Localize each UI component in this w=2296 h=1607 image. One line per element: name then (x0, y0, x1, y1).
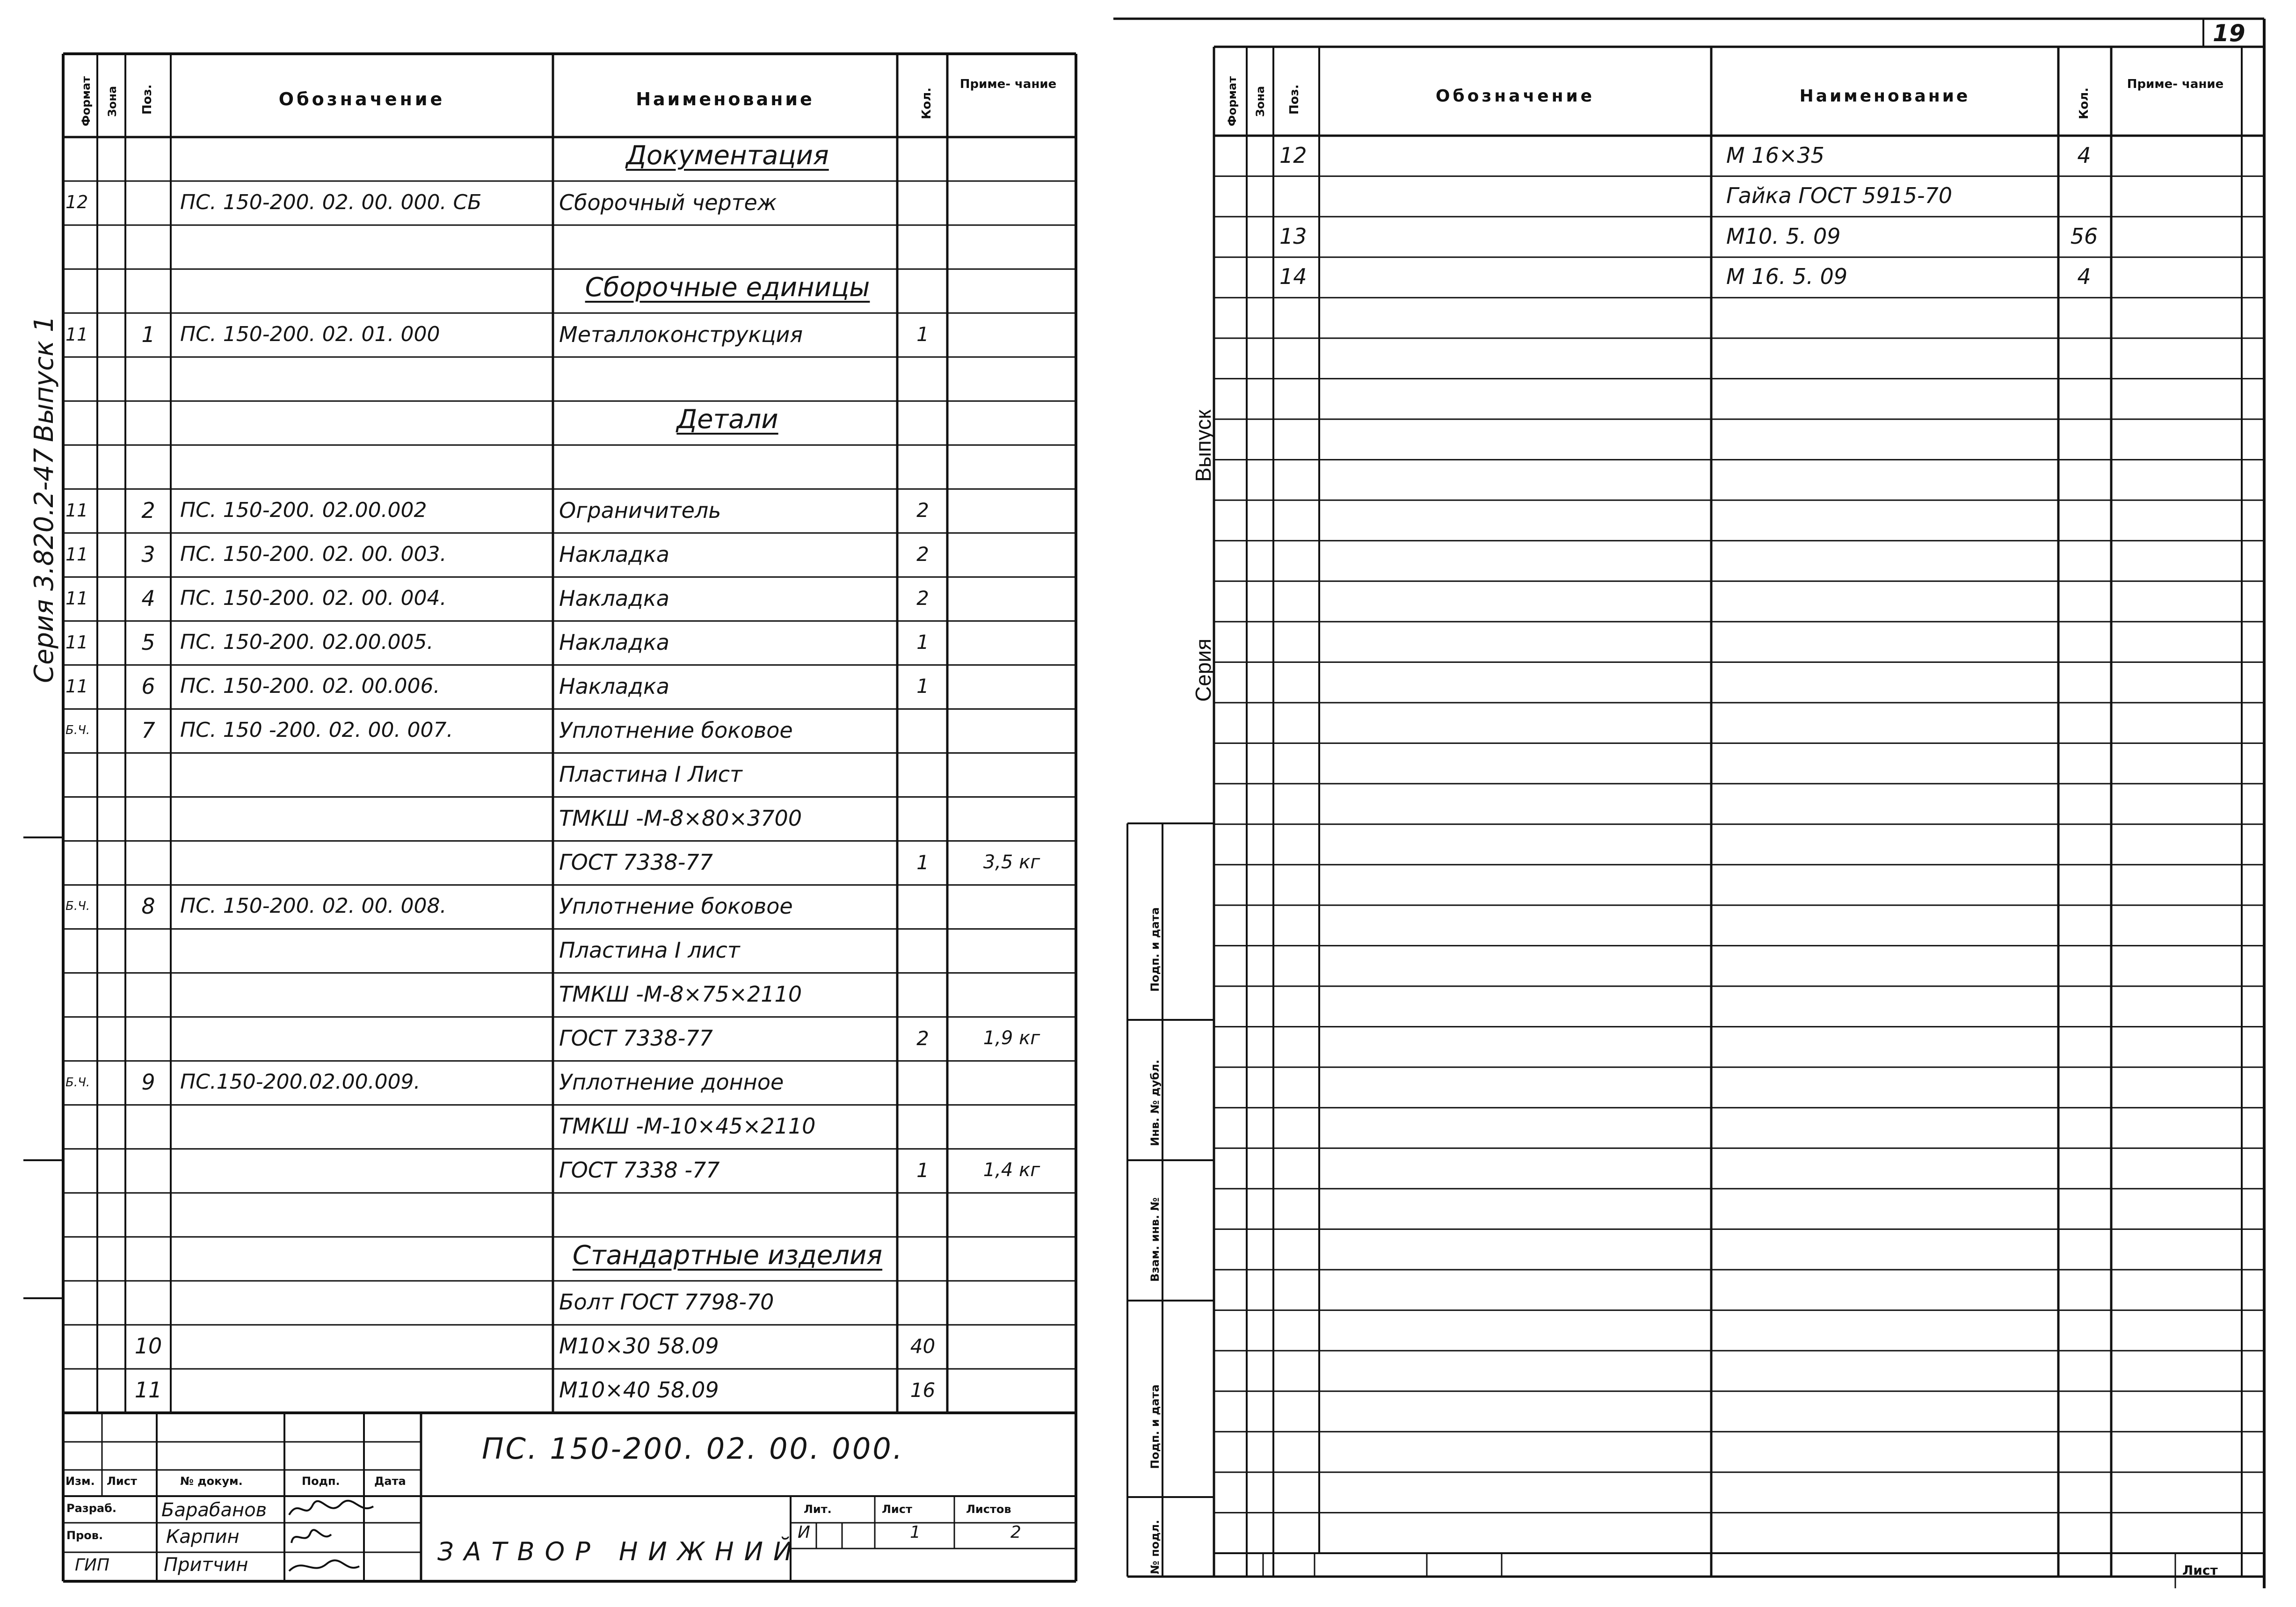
r-header-qty: Кол. (2077, 87, 2091, 119)
header-pos: Поз. (140, 84, 154, 115)
left-row-pos: 3 (141, 541, 155, 567)
left-row-pos: 5 (141, 629, 155, 655)
left-row-qty: 2 (916, 587, 929, 610)
left-row-name: Уплотнение донное (559, 1069, 784, 1095)
left-row-note: 1,4 кг (983, 1159, 1040, 1181)
header-note: Приме- чание (959, 77, 1057, 91)
left-row-name: ГОСТ 7338 -77 (559, 1157, 720, 1183)
tb-list-value: 1 (910, 1523, 921, 1542)
tb-col-list: Лист (107, 1475, 137, 1488)
left-row-format: 11 (65, 544, 88, 565)
margin-seria-label-right: Серия (1191, 639, 1215, 702)
left-row-designation: ПС. 150-200. 02. 00. 004. (180, 586, 447, 611)
left-row-pos: 10 (134, 1333, 162, 1359)
left-row-pos: 11 (134, 1377, 162, 1403)
tb-listov-value: 2 (1010, 1523, 1021, 1542)
right-row-pos: 13 (1279, 223, 1307, 249)
left-sheet-grid (0, 0, 1132, 1607)
left-row-format: 11 (65, 676, 88, 697)
left-row-pos: 2 (141, 497, 155, 523)
left-row-pos: 6 (141, 673, 155, 699)
right-row-pos: 12 (1279, 142, 1307, 168)
left-row-pos: 9 (141, 1069, 155, 1095)
left-row-designation: ПС. 150-200. 02. 00. 000. СБ (180, 190, 482, 214)
tb-col-podp: Подп. (302, 1475, 340, 1488)
left-row-name: М10×40 58.09 (559, 1377, 719, 1403)
left-row-designation: ПС. 150-200. 02. 00. 003. (180, 542, 447, 567)
header-qty: Кол. (920, 87, 934, 119)
left-row-note: 1,9 кг (983, 1027, 1040, 1049)
right-row-name: М 16×35 (1726, 142, 1824, 168)
right-row-qty: 4 (2077, 264, 2091, 290)
left-row-name: Накладка (559, 541, 669, 567)
tb-name-gip: Притчин (164, 1554, 248, 1576)
left-row-designation: ПС. 150-200. 02.00.002 (180, 498, 427, 522)
tb-role-gip: ГИП (75, 1556, 110, 1575)
tb-role-prov: Пров. (66, 1529, 103, 1542)
header-name: Наименование (636, 89, 814, 109)
left-row-designation: ПС. 150-200. 02.00.005. (180, 630, 434, 654)
left-row-name: Пластина I Лист (559, 761, 742, 787)
left-row-pos: 4 (141, 585, 155, 611)
right-row-name: Гайка ГОСТ 5915-70 (1726, 183, 1953, 209)
left-row-name: ГОСТ 7338-77 (559, 850, 713, 875)
left-row-designation: ПС. 150 -200. 02. 00. 007. (180, 718, 453, 742)
r-header-zone: Зона (1254, 86, 1267, 117)
right-row-name: М10. 5. 09 (1726, 223, 1841, 249)
page-number: 19 (2213, 20, 2245, 47)
left-row-name: М10×30 58.09 (559, 1333, 719, 1359)
left-row-format: Б.Ч. (65, 723, 90, 738)
stamp-podp-data-1: Подп. и дата (1148, 907, 1162, 992)
left-row-name: Пластина I лист (559, 938, 740, 963)
left-row-name: Накладка (559, 673, 669, 699)
tb-col-ndoc: № докум. (180, 1475, 243, 1488)
tb-name-prov: Карпин (166, 1526, 240, 1548)
left-row-format: 11 (65, 500, 88, 521)
left-row-name: Уплотнение боковое (559, 717, 793, 743)
left-row-format: 11 (65, 324, 88, 345)
left-row-name: Уплотнение боковое (559, 894, 793, 919)
r-header-pos: Поз. (1287, 84, 1301, 115)
left-row-qty: 1 (916, 323, 929, 346)
left-row-pos: 7 (141, 717, 155, 743)
stamp-podp-data-2: Подп. и дата (1148, 1384, 1162, 1469)
left-row-format: 12 (65, 192, 88, 213)
margin-seria-label: Серия 3.820.2-47 (29, 448, 59, 683)
right-row-qty: 4 (2077, 142, 2091, 168)
left-row-name: ТМКШ -М-8×75×2110 (559, 982, 802, 1007)
tb-col-data: Дата (374, 1475, 406, 1488)
left-row-designation: ПС.150-200.02.00.009. (180, 1070, 421, 1094)
left-row-qty: 2 (916, 1026, 929, 1050)
r-header-designation: Обозначение (1435, 87, 1595, 106)
left-row-format: Б.Ч. (65, 899, 90, 914)
left-row-name: Металлоконструкция (559, 321, 803, 347)
left-row-name: Сборочный чертеж (559, 189, 777, 215)
margin-vypusk-label-right: Выпуск (1191, 409, 1215, 482)
doc-title: ЗАТВОР НИЖНИЙ (437, 1537, 803, 1566)
r-header-name: Наименование (1799, 87, 1970, 106)
left-row-designation: ПС. 150-200. 02. 00. 008. (180, 894, 447, 918)
left-row-name: Стандартные изделия (572, 1240, 883, 1271)
left-row-qty: 1 (916, 1158, 929, 1182)
right-row-lines (1214, 176, 2264, 1513)
tb-signatures (284, 1496, 378, 1581)
r-header-format: Формат (1226, 76, 1239, 126)
left-row-name: Сборочные единицы (585, 272, 870, 303)
left-row-qty: 2 (916, 499, 929, 522)
left-row-name: ГОСТ 7338-77 (559, 1025, 713, 1051)
tb-listov-label: Листов (966, 1503, 1011, 1516)
header-format: Формат (80, 76, 93, 126)
left-row-designation: ПС. 150-200. 02. 00.006. (180, 674, 440, 698)
stamp-inv-dubl: Инв. № дубл. (1148, 1059, 1162, 1146)
tb-role-razrab: Разраб. (66, 1502, 116, 1515)
stamp-inv-podl: № подл. (1148, 1520, 1162, 1574)
left-row-name: Накладка (559, 629, 669, 655)
right-row-pos: 14 (1279, 264, 1307, 290)
left-row-qty: 16 (910, 1378, 936, 1402)
right-row-name: М 16. 5. 09 (1726, 264, 1848, 290)
left-row-qty: 1 (916, 631, 929, 654)
left-row-format: 11 (65, 588, 88, 609)
left-row-name: Накладка (559, 585, 669, 611)
left-row-pos: 1 (141, 321, 155, 347)
bottom-list-label: Лист (2182, 1563, 2218, 1578)
left-row-name: ТМКШ -М-10×45×2110 (559, 1113, 816, 1139)
tb-col-izm: Изм. (65, 1475, 95, 1488)
left-row-format: Б.Ч. (65, 1075, 90, 1090)
left-row-format: 11 (65, 632, 88, 653)
left-row-name: ТМКШ -М-8×80×3700 (559, 806, 802, 831)
left-row-qty: 1 (916, 851, 929, 874)
tb-list-label: Лист (882, 1503, 912, 1516)
doc-code: ПС. 150-200. 02. 00. 000. (482, 1432, 904, 1466)
margin-vypusk-label: Выпуск 1 (29, 315, 59, 442)
stamp-vzam-inv: Взам. инв. № (1148, 1197, 1162, 1282)
left-row-designation: ПС. 150-200. 02. 01. 000 (180, 322, 440, 346)
left-row-name: Ограничитель (559, 497, 721, 523)
left-row-name: Детали (676, 404, 778, 435)
r-header-note: Приме- чание (2127, 77, 2224, 91)
left-row-name: Документация (626, 140, 829, 171)
left-row-qty: 1 (916, 675, 929, 698)
tb-lit-label: Лит. (804, 1503, 832, 1516)
left-row-qty: 40 (910, 1334, 936, 1358)
left-row-name: Болт ГОСТ 7798-70 (559, 1289, 774, 1315)
header-designation: Обозначение (278, 89, 445, 109)
tb-name-razrab: Барабанов (161, 1499, 267, 1521)
tb-lit-value: И (798, 1523, 810, 1542)
left-row-note: 3,5 кг (983, 851, 1040, 873)
header-zone: Зона (106, 86, 119, 117)
left-row-qty: 2 (916, 543, 929, 566)
left-row-pos: 8 (141, 894, 155, 919)
right-row-qty: 56 (2070, 223, 2098, 249)
